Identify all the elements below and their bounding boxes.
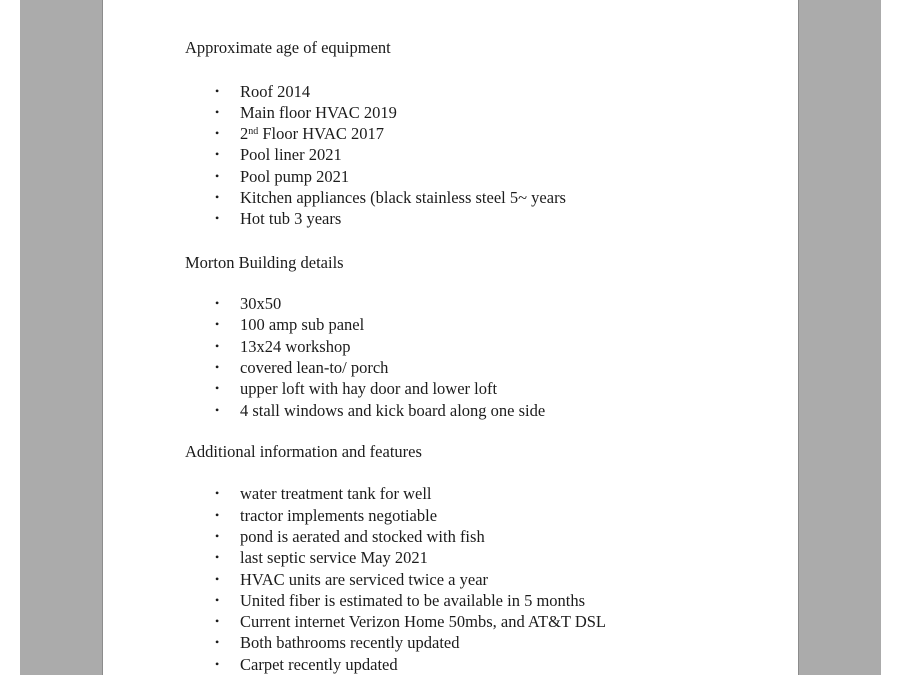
list-item-text: 13x24 workshop — [240, 336, 351, 356]
list-item-text: 100 amp sub panel — [240, 315, 365, 335]
list-item — [185, 208, 785, 229]
list-item — [185, 569, 785, 590]
list-item — [185, 611, 785, 632]
bullet-icon: • — [215, 571, 220, 586]
list-item — [185, 314, 785, 335]
list-item — [185, 632, 785, 653]
bullet-icon: • — [215, 168, 220, 183]
section-heading-equipment: Approximate age of equipment — [185, 38, 391, 57]
bullet-icon: • — [215, 189, 220, 204]
list-item-text: Roof 2014 — [240, 81, 311, 101]
list-item-text: water treatment tank for well — [240, 484, 432, 504]
list-item-text: Kitchen appliances (black stainless steel 5~ years — [240, 187, 566, 207]
bullet-icon: • — [215, 338, 220, 353]
equipment-list — [185, 81, 785, 230]
list-item-text: Main floor HVAC 2019 — [240, 102, 397, 122]
bullet-icon: • — [215, 104, 220, 119]
bullet-icon: • — [215, 381, 220, 396]
bullet-icon: • — [215, 402, 220, 417]
item-text-rest: Floor HVAC 2017 — [258, 124, 385, 144]
bullet-icon: • — [215, 359, 220, 374]
list-item — [185, 547, 785, 568]
left-gutter — [20, 0, 103, 675]
list-item-text: HVAC units are serviced twice a year — [240, 569, 489, 589]
document-page — [103, 0, 798, 675]
list-item — [185, 144, 785, 165]
bullet-icon: • — [215, 507, 220, 522]
list-item-text: Hot tub 3 years — [240, 209, 342, 229]
list-item — [185, 400, 785, 421]
bullet-icon: • — [215, 592, 220, 607]
bullet-icon: • — [215, 211, 220, 226]
bullet-icon: • — [215, 486, 220, 501]
ordinal-number: 2 — [240, 124, 249, 144]
list-item-text: Pool pump 2021 — [240, 166, 350, 186]
page-content — [185, 37, 785, 675]
list-item-text: pond is aerated and stocked with fish — [240, 526, 485, 546]
bullet-icon: • — [215, 317, 220, 332]
list-item — [185, 81, 785, 102]
bullet-icon: • — [215, 550, 220, 565]
list-item — [185, 102, 785, 123]
bullet-icon: • — [215, 635, 220, 650]
list-item-text: tractor implements negotiable — [240, 505, 438, 525]
bullet-icon: • — [215, 656, 220, 671]
bullet-icon: • — [215, 296, 220, 311]
ordinal-suffix: nd — [248, 126, 259, 138]
additional-info-list — [185, 483, 785, 675]
bullet-icon: • — [215, 83, 220, 98]
list-item — [185, 483, 785, 504]
list-item — [185, 357, 785, 378]
morton-building-list — [185, 293, 785, 421]
list-item-text: Pool liner 2021 — [240, 145, 342, 165]
list-item-text: Carpet recently updated — [240, 654, 398, 674]
right-gutter — [798, 0, 881, 675]
list-item — [185, 505, 785, 526]
list-item — [185, 378, 785, 399]
bullet-icon: • — [215, 147, 220, 162]
list-item-text: Current internet Verizon Home 50mbs, and AT&T DSL — [240, 612, 607, 632]
bullet-icon: • — [215, 614, 220, 629]
list-item — [185, 654, 785, 675]
list-item — [185, 526, 785, 547]
list-item — [185, 187, 785, 208]
list-item — [185, 590, 785, 611]
list-item-text: 4 stall windows and kick board along one side — [240, 400, 546, 420]
list-item — [185, 166, 785, 187]
list-item — [185, 123, 785, 144]
list-item-text: United fiber is estimated to be available in 5 months — [240, 590, 586, 610]
bullet-icon: • — [215, 528, 220, 543]
list-item — [185, 336, 785, 357]
list-item-text — [240, 124, 384, 143]
bullet-icon: • — [215, 126, 220, 141]
list-item-text: last septic service May 2021 — [240, 548, 428, 568]
list-item-text: 30x50 — [240, 294, 282, 314]
list-item-text: upper loft with hay door and lower loft — [240, 379, 498, 399]
list-item-text: covered lean-to/ porch — [240, 357, 389, 377]
list-item — [185, 293, 785, 314]
section-heading-morton-building: Morton Building details — [185, 252, 344, 272]
list-item-text: Both bathrooms recently updated — [240, 633, 460, 653]
section-heading-additional-info: Additional information and features — [185, 441, 422, 461]
